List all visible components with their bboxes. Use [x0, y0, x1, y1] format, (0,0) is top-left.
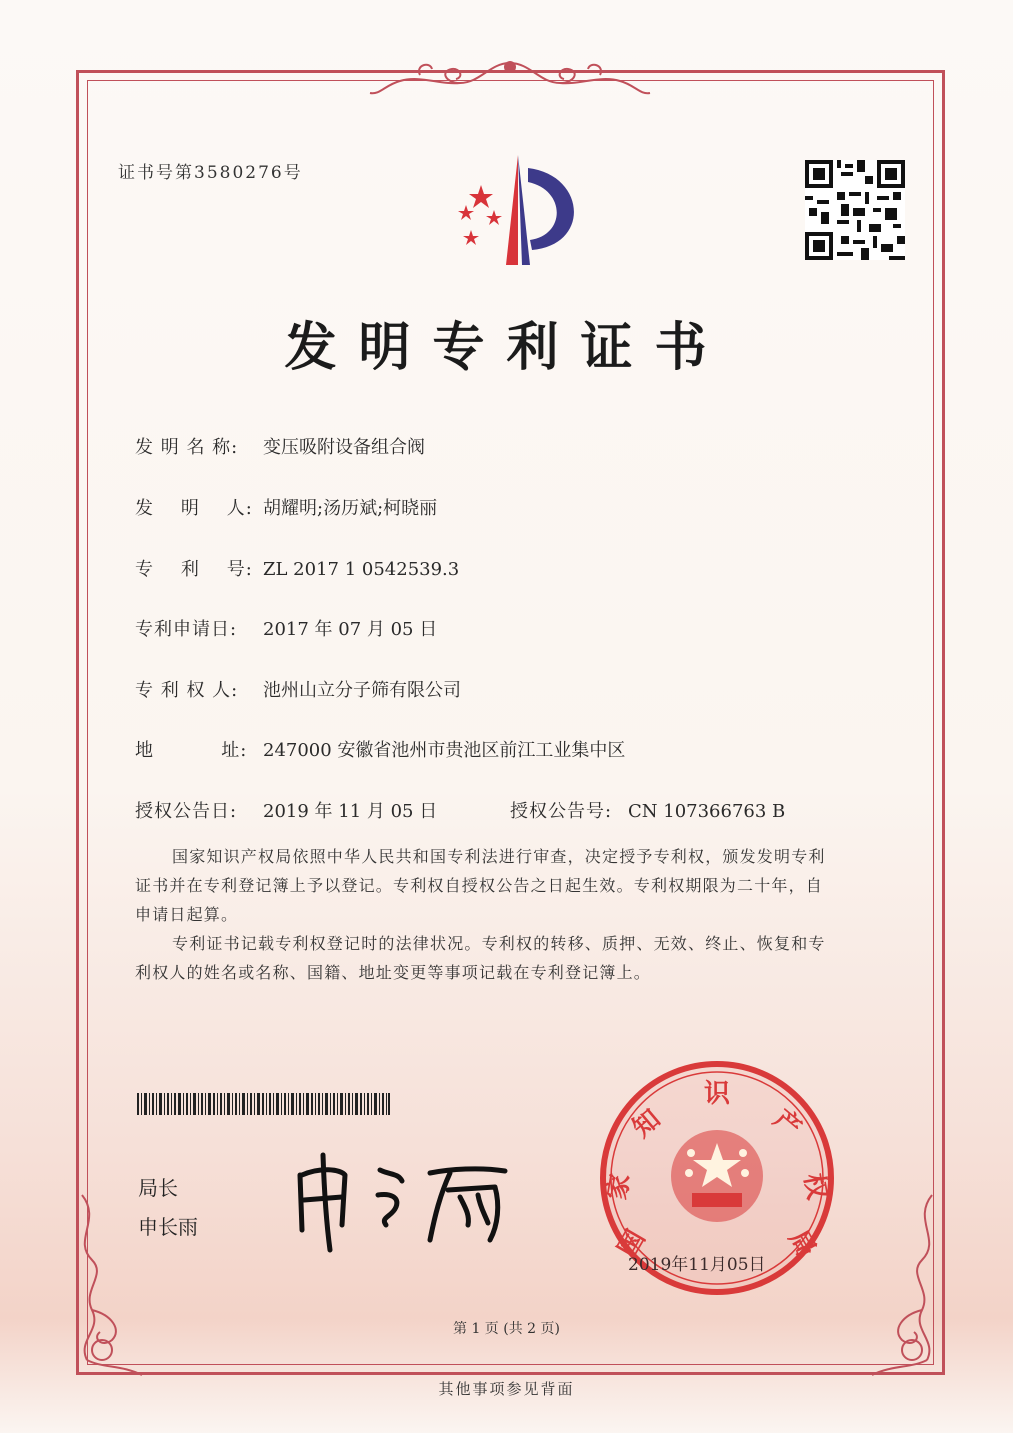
field-value: 247000 安徽省池州市贵池区前江工业集中区	[263, 740, 626, 761]
field-value: 胡耀明;汤历斌;柯晓丽	[263, 498, 438, 519]
field-label: 授权公告日:	[135, 801, 238, 822]
svg-text:局: 局	[782, 1225, 822, 1263]
certificate-number: 证书号第3580276号	[118, 163, 303, 183]
statement-line: 利权人的姓名或名称、国籍、地址变更等事项记载在专利登记簿上。	[135, 963, 652, 982]
field-value: 池州山立分子筛有限公司	[263, 680, 461, 701]
statement-line: 证书并在专利登记簿上予以登记。专利权自授权公告之日起生效。专利权期限为二十年，自	[135, 876, 824, 895]
cnipa-emblem-icon	[436, 150, 586, 270]
field-value: CN 107366763 B	[628, 801, 786, 822]
field-label: 授权公告号:	[510, 801, 613, 822]
field-label: 地 址:	[135, 740, 248, 761]
field-address	[135, 736, 625, 762]
svg-text:家: 家	[602, 1171, 637, 1203]
bottom-right-ornament-icon	[862, 1190, 952, 1390]
field-inventors	[135, 494, 437, 520]
statement-paragraph-1	[135, 842, 885, 929]
footer-note: 其他事项参见背面	[438, 1380, 575, 1398]
director-title: 局长	[138, 1176, 178, 1200]
field-filing-date	[135, 615, 437, 641]
svg-text:产: 产	[767, 1104, 807, 1144]
qr-code-icon	[805, 160, 905, 260]
statement-line: 专利证书记载专利权登记时的法律状况。专利权的转移、质押、无效、终止、恢复和专	[172, 934, 826, 953]
top-ornament-icon	[360, 55, 660, 103]
handwritten-signature	[290, 1145, 520, 1255]
certificate-title: 发明专利证书	[284, 318, 729, 378]
field-value: 2017 年 07 月 05 日	[263, 619, 438, 640]
field-patent-number	[135, 555, 459, 581]
statement-line: 申请日起算。	[135, 905, 239, 924]
field-patentee	[135, 676, 461, 702]
field-label: 发 明 名 称:	[135, 437, 239, 458]
director-name: 申长雨	[138, 1215, 198, 1239]
svg-text:权: 权	[797, 1171, 832, 1203]
field-value: 变压吸附设备组合阀	[263, 437, 425, 458]
field-grant-date	[135, 797, 437, 823]
field-label: 专 利 权 人:	[135, 680, 239, 701]
barcode-icon	[137, 1093, 390, 1115]
field-value: 2019 年 11 月 05 日	[263, 801, 438, 822]
statement-paragraph-2	[135, 929, 885, 987]
statement-line: 国家知识产权局依照中华人民共和国专利法进行审查，决定授予专利权，颁发发明专利	[172, 847, 826, 866]
field-grant-number	[510, 797, 785, 823]
page-number: 第 1 页 (共 2 页)	[453, 1321, 560, 1337]
field-label: 专利申请日:	[135, 619, 238, 640]
svg-text:知: 知	[627, 1104, 667, 1144]
svg-text:识: 识	[703, 1079, 731, 1109]
field-label: 专 利 号:	[135, 559, 253, 580]
svg-text:国: 国	[612, 1225, 652, 1263]
seal-date: 2019年11月05日	[628, 1255, 766, 1275]
field-label: 发 明 人:	[135, 498, 253, 519]
field-invention-name	[135, 433, 425, 459]
field-value: ZL 2017 1 0542539.3	[263, 559, 460, 580]
